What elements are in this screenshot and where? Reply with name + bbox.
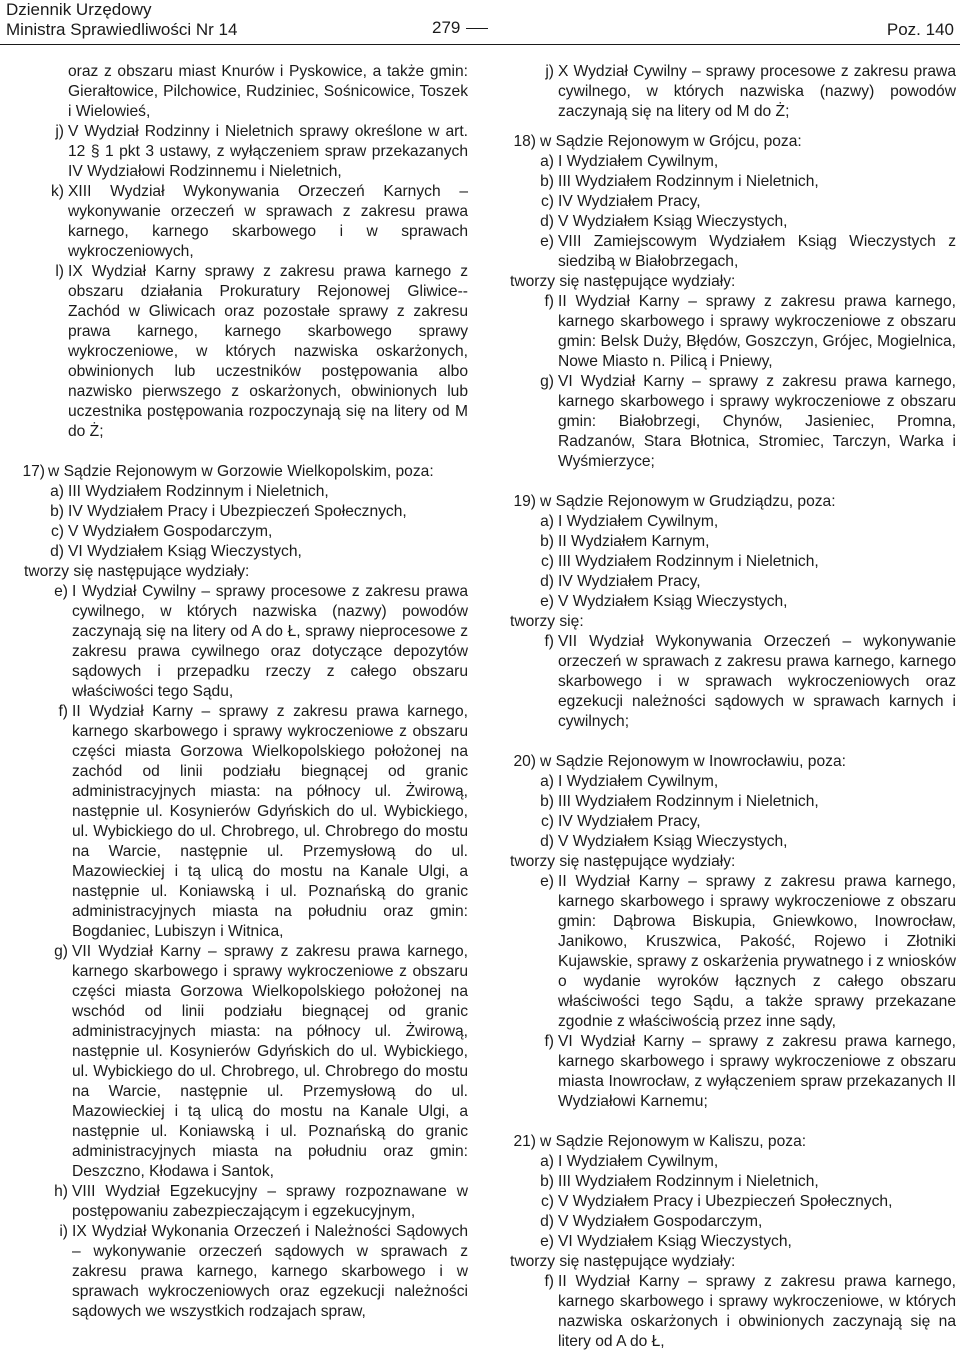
list-item bbox=[8, 482, 468, 502]
continuation-paragraph: oraz z obszaru miast Knurów i Pyskowice, a także gmin: Gierałtowice, Pilchowice, Rudziniec, Sośnicowice, Toszek i Wielowieś, bbox=[68, 63, 468, 120]
item-text: I Wydziałem Cywilnym, bbox=[558, 773, 719, 790]
section-title: w Sądzie Rejonowym w Grudziądzu, poza: bbox=[540, 493, 836, 510]
item-label: j) bbox=[55, 123, 64, 140]
section-21 bbox=[498, 1132, 956, 1152]
item-text: I Wydziałem Cywilnym, bbox=[558, 153, 719, 170]
item-label: f) bbox=[544, 293, 554, 310]
item-label: e) bbox=[540, 593, 554, 610]
item-label: e) bbox=[540, 233, 554, 250]
item-text: V Wydziałem Gospodarczym, bbox=[558, 1213, 763, 1230]
section-17 bbox=[8, 462, 468, 482]
creation-clause: tworzy się następujące wydziały: bbox=[510, 273, 736, 290]
item-label: c) bbox=[541, 193, 554, 210]
list-item bbox=[498, 292, 956, 372]
item-text: IV Wydziałem Pracy, bbox=[558, 193, 701, 210]
item-label: a) bbox=[540, 153, 554, 170]
item-text: III Wydziałem Rodzinnym i Nieletnich, bbox=[558, 553, 819, 570]
list-item bbox=[8, 502, 468, 522]
item-text: I Wydział Cywilny – sprawy procesowe z zakresu prawa cywilnego, w których nazwiska (nazwy) powodów zaczynają się na litery od A do Ł, sprawy nieprocesowe z zakresu prawa cywilnego oraz dotyczące depozytów sądowych i przepadku rzeczy z całego obszaru właściwości tego Sądu, bbox=[72, 583, 468, 700]
item-text: V Wydziałem Gospodarczym, bbox=[68, 523, 273, 540]
item-label: b) bbox=[540, 1173, 554, 1190]
creation-clause: tworzy się: bbox=[510, 613, 584, 630]
item-j bbox=[498, 62, 956, 122]
list-item bbox=[498, 632, 956, 732]
item-text: I Wydziałem Cywilnym, bbox=[558, 513, 719, 530]
header-rule bbox=[0, 44, 960, 45]
item-text: IV Wydziałem Pracy, bbox=[558, 813, 701, 830]
section-number: 20) bbox=[513, 753, 536, 770]
section-title: w Sądzie Rejonowym w Inowrocławiu, poza: bbox=[540, 753, 846, 770]
list-item bbox=[498, 792, 956, 812]
section-number: 17) bbox=[22, 463, 45, 480]
item-label: f) bbox=[544, 1273, 554, 1290]
item-label: c) bbox=[541, 1193, 554, 1210]
item-text: V Wydziałem Pracy i Ubezpieczeń Społecznych, bbox=[558, 1193, 893, 1210]
list-item bbox=[498, 512, 956, 532]
list-item bbox=[8, 1182, 468, 1222]
item-label: b) bbox=[540, 793, 554, 810]
item-text: VII Wydział Wykonywania Orzeczeń – wykonywanie orzeczeń w sprawach z zakresu prawa karnego, karnego skarbowego i w sprawach wykroczeniowych oraz egzekucji należności sądowych w sprawach karnych i cywilnych; bbox=[558, 633, 956, 730]
item-text: XIII Wydział Wykonywania Orzeczeń Karnych – wykonywanie orzeczeń w sprawach z zakresu prawa karnego, karnego skarbowego i w sprawach wykroczeniowych, bbox=[68, 183, 468, 260]
item-label: g) bbox=[54, 943, 68, 960]
item-label: d) bbox=[50, 543, 64, 560]
item-l bbox=[8, 262, 468, 442]
list-item bbox=[498, 212, 956, 232]
list-item bbox=[498, 552, 956, 572]
item-label: i) bbox=[59, 1223, 68, 1240]
item-text: IV Wydziałem Pracy i Ubezpieczeń Społecznych, bbox=[68, 503, 407, 520]
list-item bbox=[498, 1272, 956, 1352]
item-label: e) bbox=[540, 873, 554, 890]
list-item bbox=[498, 872, 956, 1032]
item-text: IV Wydziałem Pracy, bbox=[558, 573, 701, 590]
section-number: 21) bbox=[513, 1133, 536, 1150]
item-label: l) bbox=[55, 263, 64, 280]
item-text: V Wydziałem Ksiąg Wieczystych, bbox=[558, 593, 788, 610]
list-item bbox=[498, 1232, 956, 1252]
item-label: f) bbox=[544, 1033, 554, 1050]
item-text: I Wydziałem Cywilnym, bbox=[558, 1153, 719, 1170]
item-text: II Wydział Karny – sprawy z zakresu prawa karnego, karnego skarbowego i sprawy wykroczeniowe z obszaru gmin: Dąbrowa Biskupia, Gniewkowo, Inowrocław, Janikowo, Kruszwica, Pakość, Rojewo i Złotniki Kujawskie, sprawy z oskarżenia prywatnego i z wniosków o wydanie wyroków łącznych z całego obszaru właściwości tego Sądu, a także sprawy przekazane zgodnie z właściwością przez inne sądy, bbox=[558, 873, 956, 1030]
item-text: VI Wydział Karny – sprawy z zakresu prawa karnego, karnego skarbowego i sprawy wykroczeniowe z obszaru miasta Inowrocław, z wyłączeniem spraw przekazanych II Wydziałowi Karnemu; bbox=[558, 1033, 956, 1110]
item-text: VI Wydział Karny – sprawy z zakresu prawa karnego, karnego skarbowego i sprawy wykroczeniowe z obszaru gmin: Białobrzegi, Chynów, Jasieniec, Promna, Radzanów, Stara Błotnica, Stromiec, Tarczyn, Warka i Wyśmierzyce; bbox=[558, 373, 956, 470]
page-header bbox=[0, 0, 960, 48]
list-item bbox=[498, 232, 956, 272]
list-item bbox=[498, 572, 956, 592]
journal-masthead bbox=[6, 0, 237, 40]
item-label: a) bbox=[540, 513, 554, 530]
ministry-issue: Ministra Sprawiedliwości Nr 14 bbox=[6, 20, 238, 39]
list-item bbox=[498, 532, 956, 552]
item-text: V Wydział Rodzinny i Nieletnich sprawy określone w art. 12 § 1 pkt 3 ustawy, z wyłączeniem spraw przekazanych IV Wydziałowi Rodzinnemu i Nieletnich, bbox=[68, 123, 468, 180]
item-label: c) bbox=[51, 523, 64, 540]
item-text: VIII Wydział Egzekucyjny – sprawy rozpoznawane w postępowaniu zabezpieczającym i egzekucyjnym, bbox=[72, 1183, 468, 1220]
item-text: II Wydział Karny – sprawy z zakresu prawa karnego, karnego skarbowego i sprawy wykroczeniowe, w których nazwiska oskarżonych i obwinionych zaczynają się na litery od A do Ł, bbox=[558, 1273, 956, 1350]
item-text: VI Wydziałem Ksiąg Wieczystych, bbox=[558, 1233, 792, 1250]
item-label: e) bbox=[54, 583, 68, 600]
item-label: h) bbox=[54, 1183, 68, 1200]
item-j bbox=[8, 122, 468, 182]
item-label: b) bbox=[540, 173, 554, 190]
right-column bbox=[498, 62, 956, 1352]
list-item bbox=[498, 172, 956, 192]
list-item bbox=[8, 1222, 468, 1322]
item-text: X Wydział Cywilny – sprawy procesowe z zakresu prawa cywilnego, w których nazwiska (nazwy) powodów zaczynają się na litery od M do Ż; bbox=[558, 63, 956, 120]
item-label: k) bbox=[51, 183, 64, 200]
item-text: V Wydziałem Ksiąg Wieczystych, bbox=[558, 833, 788, 850]
list-item bbox=[8, 942, 468, 1182]
creation-clause: tworzy się następujące wydziały: bbox=[24, 563, 250, 580]
section-18 bbox=[498, 132, 956, 152]
list-item bbox=[8, 542, 468, 562]
list-item bbox=[498, 1152, 956, 1172]
item-label: e) bbox=[540, 1233, 554, 1250]
item-label: b) bbox=[540, 533, 554, 550]
left-column bbox=[8, 62, 468, 1322]
item-text: IX Wydział Wykonania Orzeczeń i Należności Sądowych – wykonywanie orzeczeń sądowych w sprawach z zakresu prawa karnego, karnego skarbowego i w sprawach wykroczeniowych oraz egzekucji należności sądowych we wszystkich rodzajach spraw, bbox=[72, 1223, 468, 1320]
item-text: V Wydziałem Ksiąg Wieczystych, bbox=[558, 213, 788, 230]
section-19 bbox=[498, 492, 956, 512]
list-item bbox=[498, 192, 956, 212]
page-number-dash bbox=[466, 28, 488, 29]
list-item bbox=[498, 372, 956, 472]
item-label: j) bbox=[545, 63, 554, 80]
page-number-block bbox=[432, 18, 494, 38]
list-item bbox=[498, 1032, 956, 1112]
list-item bbox=[498, 152, 956, 172]
list-item bbox=[498, 812, 956, 832]
list-item bbox=[498, 772, 956, 792]
list-item bbox=[498, 832, 956, 852]
item-label: a) bbox=[540, 1153, 554, 1170]
item-text: VII Wydział Karny – sprawy z zakresu prawa karnego, karnego skarbowego i sprawy wykroczeniowe z obszaru części miasta Gorzowa Wielkopolskiego położonej na wschód od linii podziału biegnącej od granic administracyjnych miasta: na północy ul. Żwirową, następnie ul. Kosynierów Gdyńskich do ul. Wybickiego, ul. Wybickiego do ul. Chrobrego, ul. Chrobrego do mostu na Warcie, następnie ul. Przemysłową do ul. Mazowieckiej i tą ulicą do mostu na Kanale Ulgi, a następnie ul. Koniawską i ul. Poznańską do granic administracyjnych miasta na południu oraz gmin: Deszczno, Kłodawa i Santok, bbox=[72, 943, 468, 1180]
item-text: IX Wydział Karny sprawy z zakresu prawa karnego z obszaru działania Prokuratury Rejonowej Gliwice--Zachód w Gliwicach oraz pozostałe sprawy z zakresu prawa karnego, karnego skarbowego sprawy wykroczeniowe, w których nazwiska oskarżonych, obwinionych lub uczestników postępowania albo nazwisko pierwszego z oskarżonych, obwinionych lub uczestnika postępowania rozpoczynają się na litery od M do Ż; bbox=[68, 263, 468, 440]
item-label: c) bbox=[541, 553, 554, 570]
item-text: II Wydział Karny – sprawy z zakresu prawa karnego, karnego skarbowego i sprawy wykroczeniowe z obszaru gmin: Belsk Duży, Błędów, Goszczyn, Grójec, Mogielnica, Nowe Miasto n. Pilicą i Pniewy, bbox=[558, 293, 956, 370]
page-number: 279 bbox=[432, 18, 461, 37]
item-label: a) bbox=[50, 483, 64, 500]
list-item bbox=[498, 1192, 956, 1212]
item-text: III Wydziałem Rodzinnym i Nieletnich, bbox=[558, 793, 819, 810]
item-k bbox=[8, 182, 468, 262]
list-item bbox=[8, 582, 468, 702]
item-label: b) bbox=[50, 503, 64, 520]
item-text: II Wydziałem Karnym, bbox=[558, 533, 710, 550]
list-item bbox=[498, 1172, 956, 1192]
item-text: III Wydziałem Rodzinnym i Nieletnich, bbox=[68, 483, 329, 500]
list-item bbox=[8, 702, 468, 942]
item-label: d) bbox=[540, 1213, 554, 1230]
section-title: w Sądzie Rejonowym w Kaliszu, poza: bbox=[540, 1133, 807, 1150]
item-label: f) bbox=[58, 703, 68, 720]
item-label: a) bbox=[540, 773, 554, 790]
section-number: 18) bbox=[513, 133, 536, 150]
item-label: d) bbox=[540, 213, 554, 230]
item-text: III Wydziałem Rodzinnym i Nieletnich, bbox=[558, 1173, 819, 1190]
list-item bbox=[498, 592, 956, 612]
section-title: w Sądzie Rejonowym w Grójcu, poza: bbox=[540, 133, 802, 150]
list-item bbox=[8, 522, 468, 542]
item-text: VIII Zamiejscowym Wydziałem Ksiąg Wieczystych z siedzibą w Białobrzegach, bbox=[558, 233, 956, 270]
item-label: c) bbox=[541, 813, 554, 830]
item-label: g) bbox=[540, 373, 554, 390]
item-text: II Wydział Karny – sprawy z zakresu prawa karnego, karnego skarbowego i sprawy wykroczeniowe z obszaru części miasta Gorzowa Wielkopolskiego położonej na zachód od linii podziału biegnącej od granic administracyjnych miasta: na północy ul. Żwirową, następnie ul. Kosynierów Gdyńskich do ul. Wybickiego, ul. Wybickiego do ul. Chrobrego, ul. Chrobrego do mostu na Warcie, następnie ul. Przemysłową do ul. Mazowieckiej i tą ulicą do mostu na Kanale Ulgi, a następnie ul. Koniawską i ul. Poznańską do granic administracyjnych miasta na południu oraz gmin: Bogdaniec, Lubiszyn i Witnica, bbox=[72, 703, 468, 940]
item-text: VI Wydziałem Ksiąg Wieczystych, bbox=[68, 543, 302, 560]
section-number: 19) bbox=[513, 493, 536, 510]
list-item bbox=[498, 1212, 956, 1232]
item-label: f) bbox=[544, 633, 554, 650]
creation-clause: tworzy się następujące wydziały: bbox=[510, 1253, 736, 1270]
position-number: Poz. 140 bbox=[886, 20, 954, 39]
item-label: d) bbox=[540, 833, 554, 850]
section-20 bbox=[498, 752, 956, 772]
section-title: w Sądzie Rejonowym w Gorzowie Wielkopolskim, poza: bbox=[48, 463, 434, 480]
creation-clause: tworzy się następujące wydziały: bbox=[510, 853, 736, 870]
journal-title: Dziennik Urzędowy bbox=[6, 0, 152, 19]
item-text: III Wydziałem Rodzinnym i Nieletnich, bbox=[558, 173, 819, 190]
item-label: d) bbox=[540, 573, 554, 590]
